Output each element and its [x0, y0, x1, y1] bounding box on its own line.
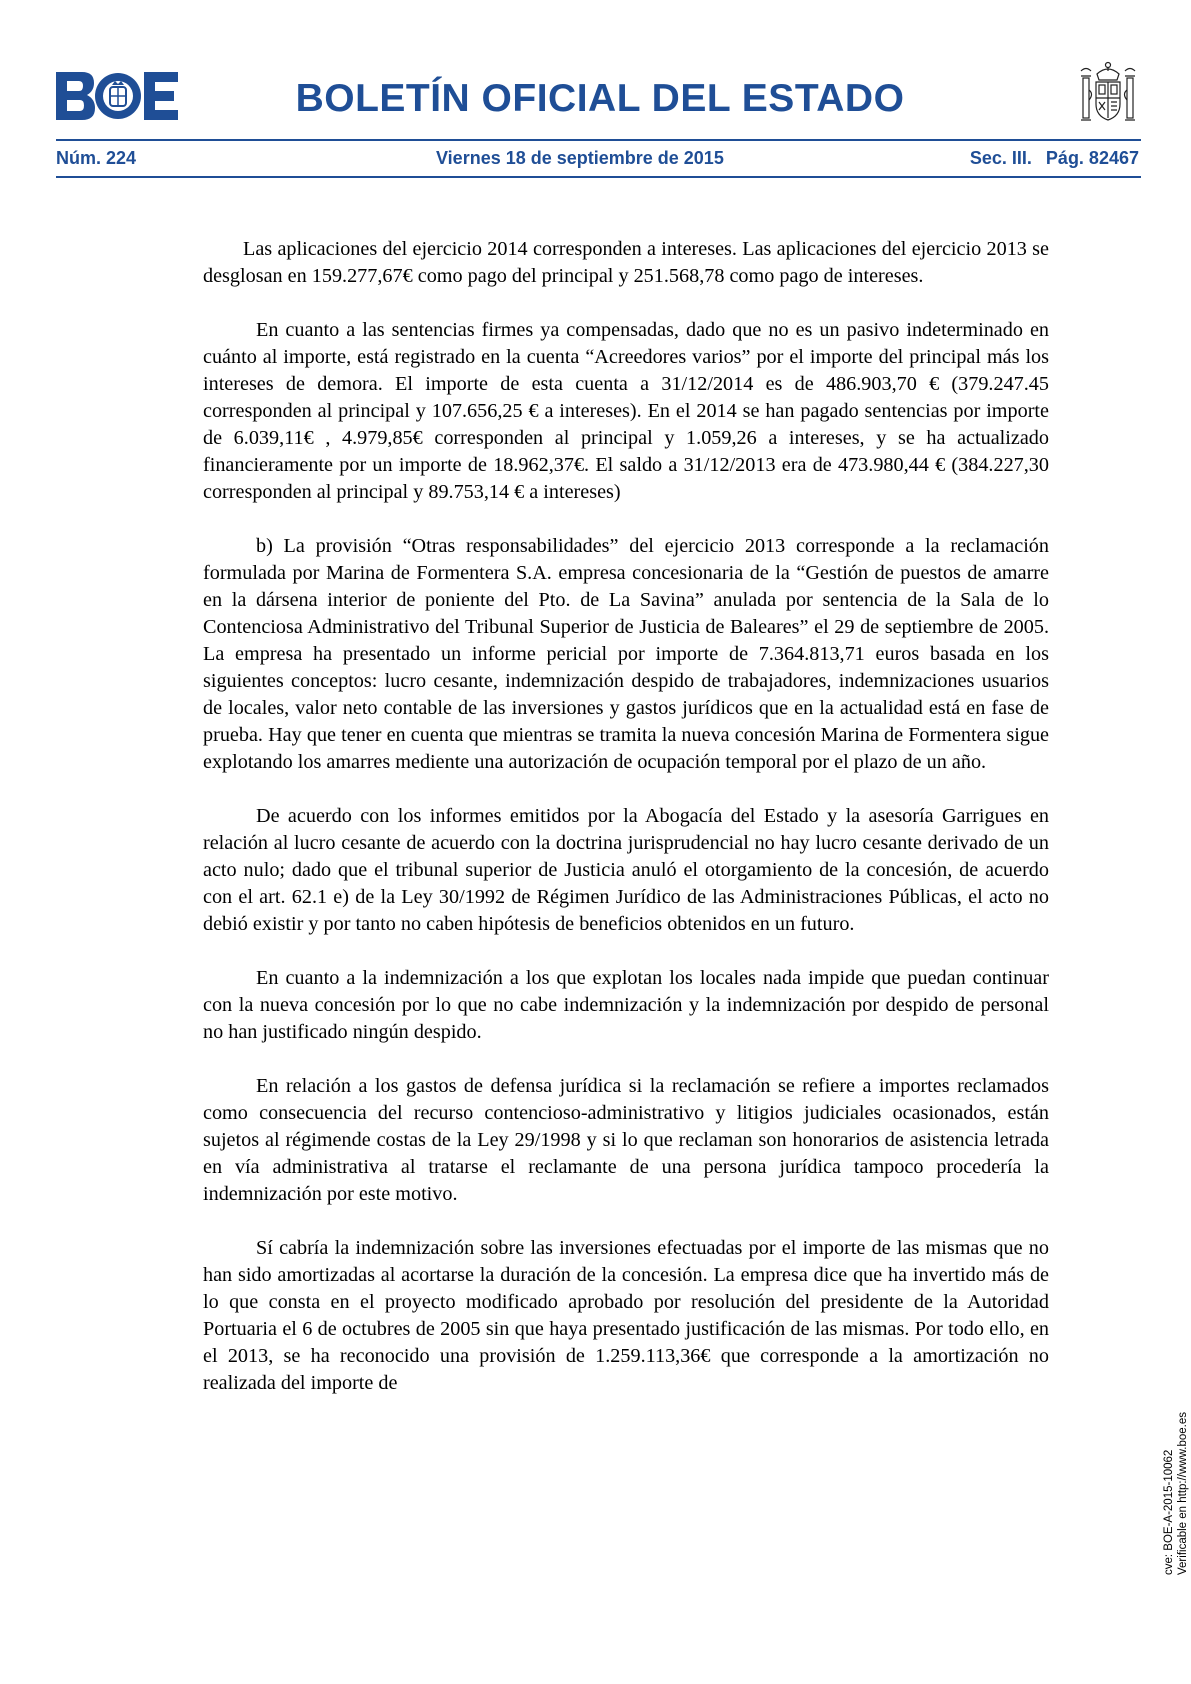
section-page [970, 146, 1139, 170]
issue-number: Núm. 224 [56, 148, 137, 168]
paragraph: En cuanto a las sentencias firmes ya compensadas, dado que no es un pasivo indeterminado en cuánto al importe, está registrado en la cuenta “Acreedores varios” por el importe del principal más los intereses de demora. El importe de esta cuenta a 31/12/2014 es de 486.903,70 € (379.247.45 corresponden al principal y 107.656,25 € a intereses). En el 2014 se han pagado sentencias por importe de 6.039,11€ , 4.979,85€ corresponden al principal y 1.059,26 a intereses, y se ha actualizado financieramente por un importe de 18.962,37€. El saldo a 31/12/2013 era de 473.980,44 € (384.227,30 corresponden al principal y 89.753,14 € a intereses) [203, 319, 1049, 503]
paragraph: Las aplicaciones del ejercicio 2014 corresponden a intereses. Las aplicaciones del ejercicio 2013 se desglosan en 159.277,67€ como pago del principal y 251.568,78 como pago de intereses. [203, 238, 1049, 287]
coat-of-arms-icon [1077, 60, 1139, 128]
verification-link: Verificable en http://www.boe.es [1177, 1411, 1189, 1575]
paragraph: En relación a los gastos de defensa jurídica si la reclamación se refiere a importes reclamados como consecuencia del recurso contencioso-administrativo y litigios judiciales ocasionados, están sujetos al régimende costas de la Ley 29/1998 y si lo que reclaman son honorarios de asistencia letrada en vía administrativa al tratarse el reclamante de una persona jurídica tampoco procedería la indemnización por este motivo. [203, 1075, 1049, 1205]
document-body [203, 236, 1049, 1424]
header-bottom-rule [56, 176, 1141, 178]
section-label: Sec. III. [969, 148, 1032, 168]
header-top-rule [56, 139, 1141, 141]
issue-date: Viernes 18 de septiembre de 2015 [436, 148, 724, 168]
paragraph: En cuanto a la indemnización a los que explotan los locales nada impide que puedan continuar con la nueva concesión por lo que no cabe indemnización y la indemnización por despido de personal no han justificado ningún despido. [203, 967, 1049, 1043]
paragraph: b) La provisión “Otras responsabilidades” del ejercicio 2013 corresponde a la reclamación formulada por Marina de Formentera S.A. empresa concesionaria de la “Gestión de puestos de amarre en la dársena interior de poniente del Pto. de La Savina” anulada por sentencia de la Sala de lo Contenciosa Administrativo del Tribunal Superior de Justicia de Baleares” el 29 de septiembre de 2005. La empresa ha presentado un informe pericial por importe de 7.364.813,71 euros basada en los siguientes conceptos: lucro cesante, indemnización despido de trabajadores, indemnizaciones usuarios de locales, valor neto contable de las inversiones y gastos jurídicos que en la actualidad está en fase de prueba. Hay que tener en cuenta que mientras se tramita la nueva concesión Marina de Formentera sigue explotando los amarres mediente una autorización de ocupación temporal por el plazo de un año. [203, 535, 1049, 773]
boe-logo-icon [56, 72, 178, 120]
verification-stamp [1162, 1412, 1190, 1575]
page-title: BOLETÍN OFICIAL DEL ESTADO [295, 77, 905, 120]
page-number: Pág. 82467 [1045, 148, 1139, 168]
paragraph: De acuerdo con los informes emitidos por la Abogacía del Estado y la asesoría Garrigues en relación al lucro cesante de acuerdo con la doctrina jurisprudencial no hay lucro cesante derivado de un acto nulo; dado que el tribunal superior de Justicia anuló el otorgamiento de la concesión, de acuerdo con el art. 62.1 e) de la Ley 30/1992 de Régimen Jurídico de las Administraciones Públicas, el acto no debió existir y por tanto no caben hipótesis de beneficios obtenidos en un futuro. [203, 805, 1049, 935]
cve-code: cve: BOE-A-2015-10062 [1163, 1449, 1175, 1575]
paragraph: Sí cabría la indemnización sobre las inversiones efectuadas por el importe de las mismas que no han sido amortizadas al acortarse la duración de la concesión. La empresa dice que ha invertido más de lo que consta en el proyecto modificado aprobado por resolución del presidente de la Autoridad Portuaria el 6 de octubres de 2005 sin que haya presentado justificación de las mismas. Por todo ello, en el 2013, se ha reconocido una provisión de 1.259.113,36€ que corresponde a la amortización no realizada del importe de [203, 1237, 1049, 1394]
